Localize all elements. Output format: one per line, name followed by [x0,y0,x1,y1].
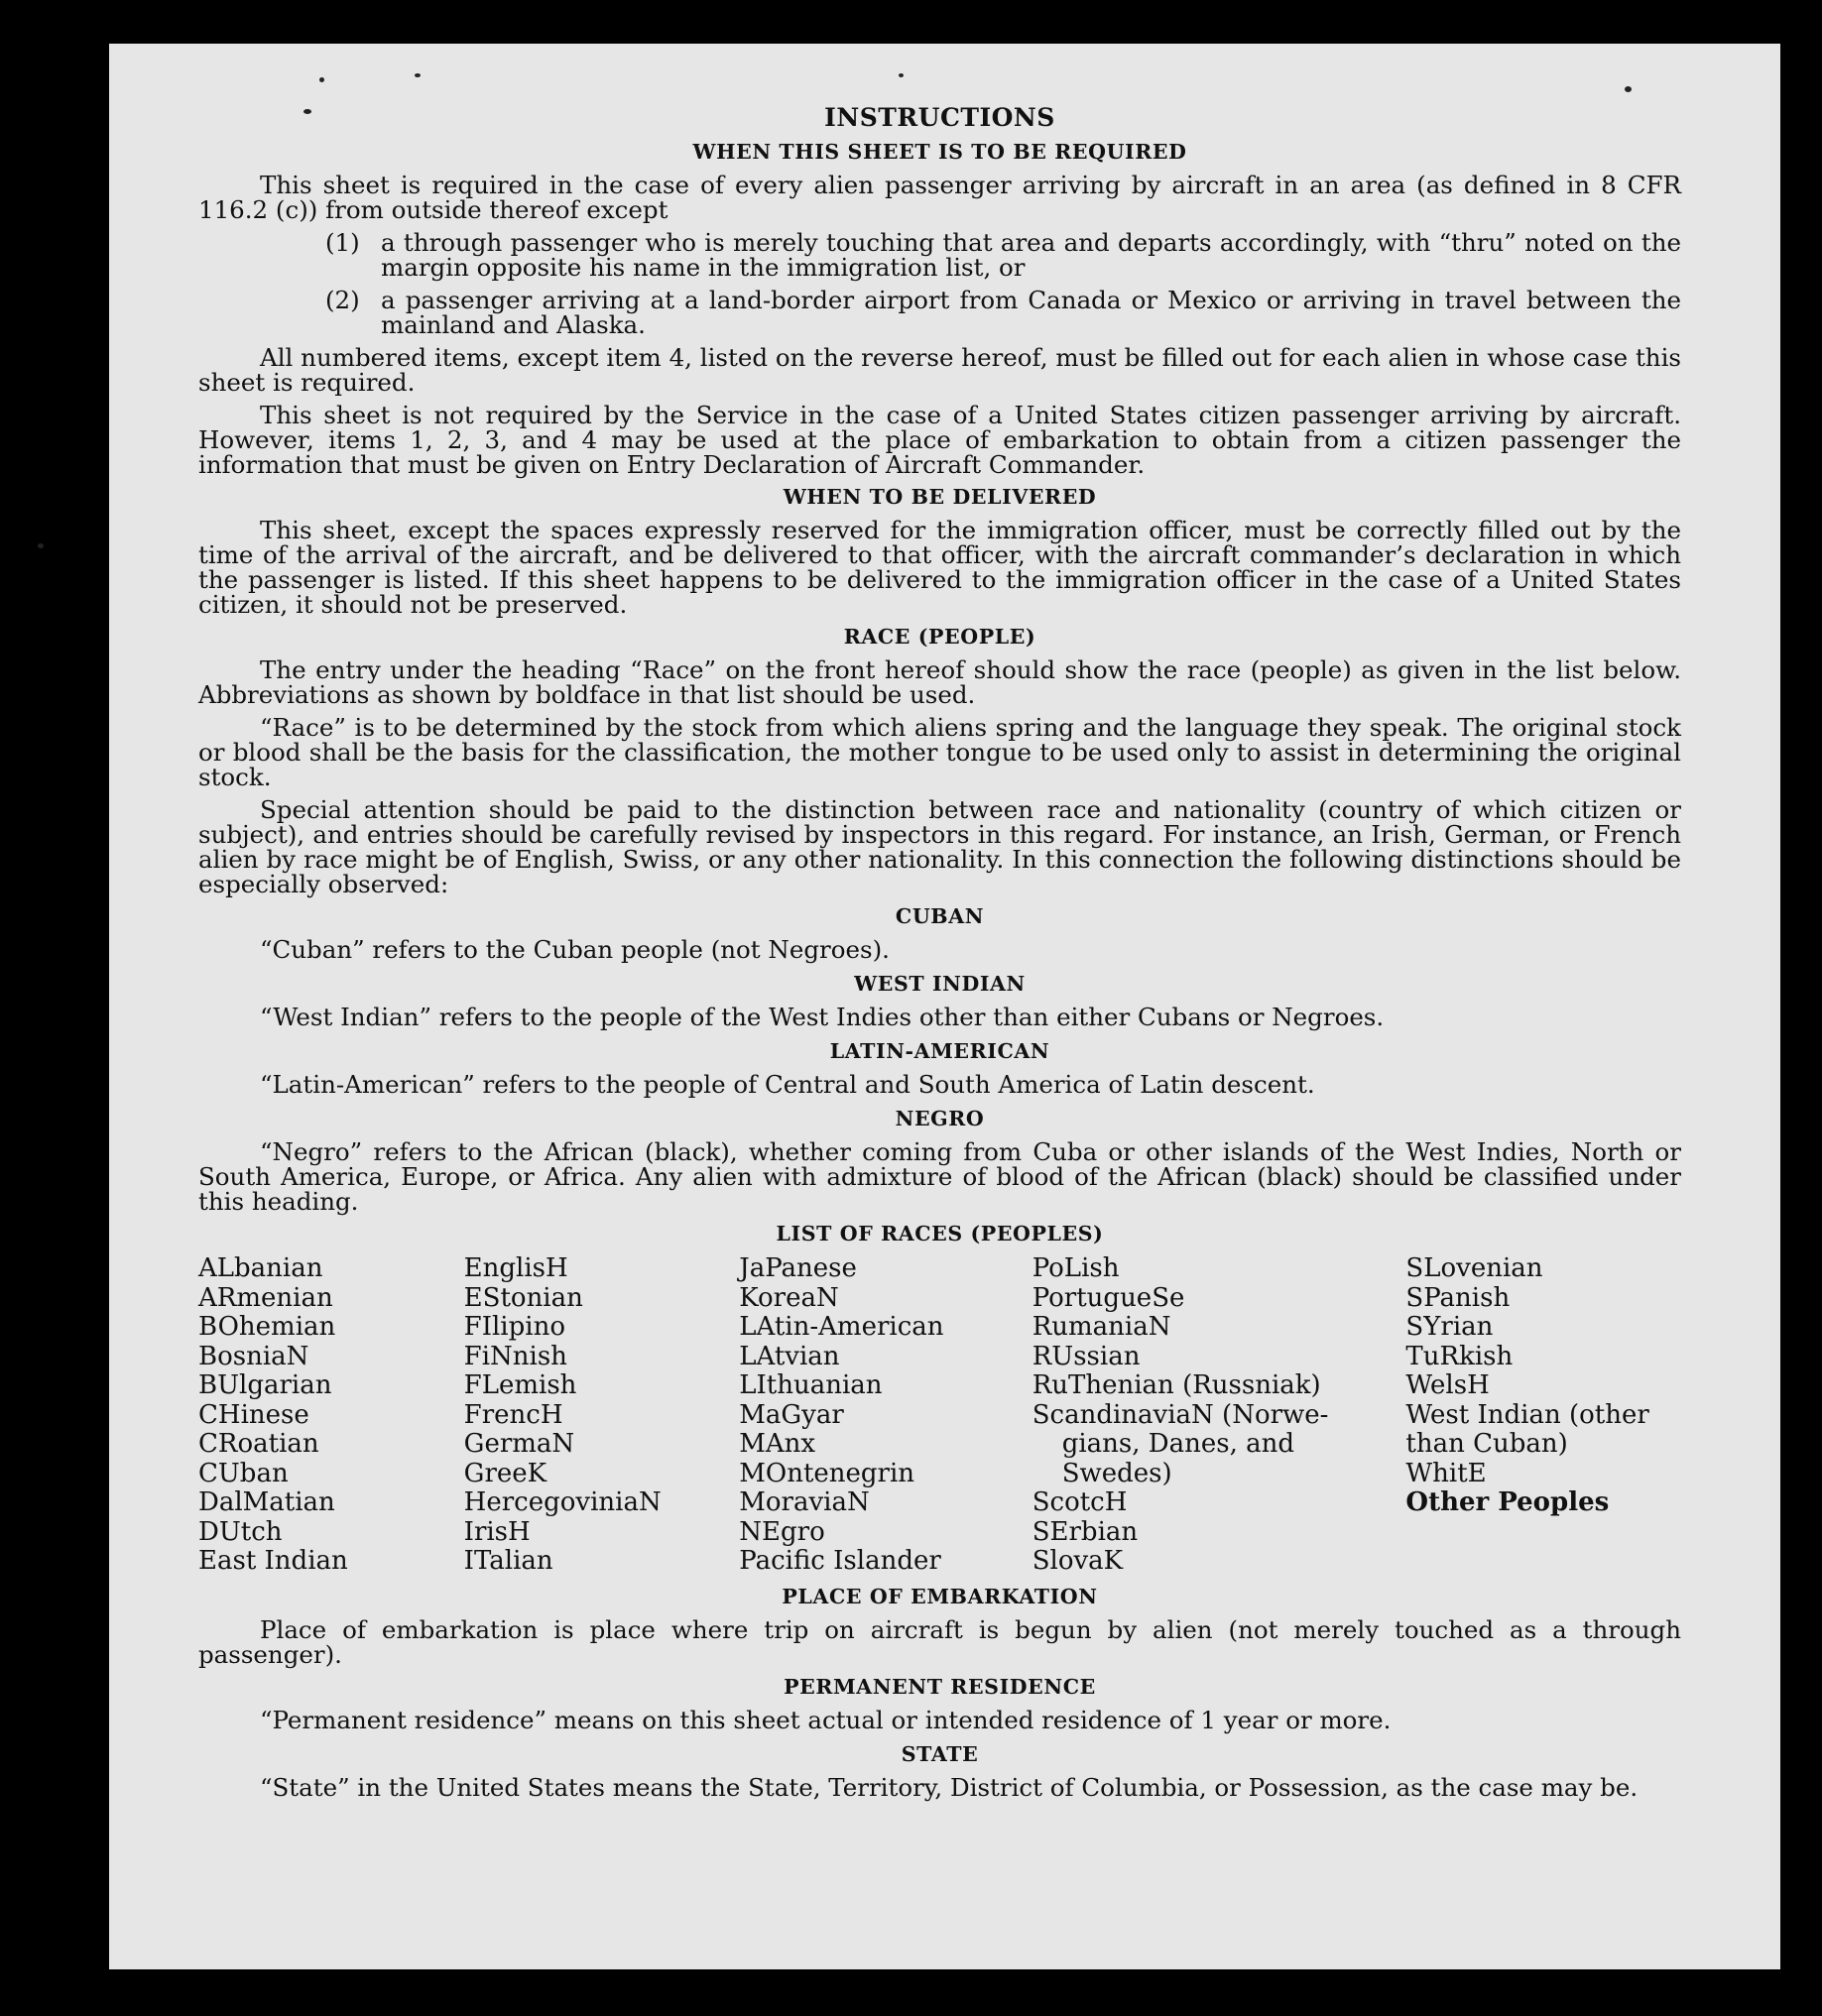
race-column [739,1254,1032,1577]
race-entry: MOntenegrin [739,1458,915,1488]
race-entry: BosniaN [198,1341,309,1371]
exception-item [198,230,1681,280]
heading-state: STATE [901,1741,979,1766]
race-entry: ALbanian [198,1253,323,1283]
race-entry: LAtin-American [739,1312,944,1342]
race-entry: JaPanese [739,1253,857,1283]
definition-text: “Cuban” refers to the Cuban people (not Negroes). [260,935,890,964]
item-text: a through passenger who is merely touching that area and departs accordingly, with “thru” noted on the margin opposite his name in the immigration list, or [381,228,1681,282]
race-entry: gians, Danes, and [1061,1429,1295,1459]
race-entry: WelsH [1405,1370,1490,1400]
race-entry: Pacific Islander [739,1546,941,1576]
race-column [198,1254,464,1577]
race-entry: HercegoviniaN [463,1487,662,1517]
heading-permanent-residence: PERMANENT RESIDENCE [784,1674,1096,1699]
race-entry: GreeK [463,1458,547,1488]
race-entry: ITalian [463,1546,553,1576]
paragraph: This sheet is required in the case of every alien passenger arriving by aircraft in an area (as defined in 8 CFR 116.2 (c)) from outside thereof except [198,171,1681,224]
item-number: (2) [325,286,360,314]
paragraph: Place of embarkation is place where trip on aircraft is begun by alien (not merely touched as a through passenger). [198,1614,1681,1669]
race-entry: ScandinaviaN (Norwe- [1032,1399,1329,1430]
paragraph: “Race” is to be determined by the stock from which aliens spring and the language they speak. The original stock or blood shall be the basis for the classification, the mother tongue to be used only to assist in determining the original stock. [198,713,1681,791]
race-entry: SPanish [1405,1282,1511,1313]
race-entry: WhitE [1405,1458,1487,1488]
heading-negro: NEGRO [895,1107,985,1130]
race-entry: DUtch [198,1516,283,1547]
race-entry: IrisH [463,1516,531,1547]
heading-race: RACE (PEOPLE) [843,625,1036,649]
heading-when-delivered: WHEN TO BE DELIVERED [783,485,1097,509]
scan-speck [1625,86,1632,92]
scan-speck [38,543,44,548]
race-entry: EnglisH [463,1253,568,1283]
race-entry: MaGyar [739,1399,844,1430]
race-entry: SErbian [1032,1516,1139,1547]
race-entry: CHinese [198,1399,309,1430]
race-entry: MAnx [739,1429,816,1459]
race-entry: FiNnish [463,1341,567,1371]
paragraph: The entry under the heading “Race” on the front hereof should show the race (people) as given in the list below. Abbreviations as shown by boldface in that list should be used. [198,655,1681,709]
race-entry: RumaniaN [1032,1312,1171,1342]
race-entry: LIthuanian [739,1370,883,1400]
race-entry: NEgro [739,1516,825,1547]
definition-text: “Permanent residence” means on this sheet actual or intended residence of 1 year or more. [260,1705,1392,1734]
race-entry: East Indian [198,1546,348,1576]
heading-when-required: WHEN THIS SHEET IS TO BE REQUIRED [692,140,1187,164]
race-entry: DalMatian [198,1487,335,1517]
race-column [1405,1254,1681,1577]
exception-item [198,288,1681,337]
race-entry: TuRkish [1405,1341,1514,1371]
paragraph: “State” in the United States means the State, Territory, District of Columbia, or Possession, as the case may be. [260,1772,1639,1802]
paragraph: “Negro” refers to the African (black), whether coming from Cuba or other islands of the West Indies, North or South America, Europe, or Africa. Any alien with admixture of blood of the African (black) should be classified under this heading. [198,1137,1681,1216]
race-entry: MoraviaN [739,1487,870,1517]
paragraph: All numbered items, except item 4, listed on the reverse hereof, must be filled out for each alien in whose case this sheet is required. [198,343,1681,397]
race-entry: ARmenian [198,1282,333,1313]
race-entry: SLovenian [1405,1253,1543,1283]
race-entry: West Indian (other [1405,1399,1649,1430]
paragraph: Special attention should be paid to the distinction between race and nationality (country of which citizen or subject), and entries should be carefully revised by inspectors in this regard. For instance, an Irish, German, or French alien by race might be of English, Swiss, or any other nationality. In this connection the following distinctions should be especially observed: [198,795,1681,898]
race-column [1032,1254,1406,1577]
race-entry: BOhemian [198,1312,336,1342]
race-entry: than Cuban) [1405,1429,1568,1459]
heading-west-indian: WEST INDIAN [854,972,1026,996]
definition-text: “Latin-American” refers to the people of Central and South America of Latin descent. [260,1070,1315,1099]
race-entry: BUlgarian [198,1370,332,1400]
race-entry: GermaN [463,1429,575,1459]
race-entry: CUban [198,1458,289,1488]
heading-embarkation: PLACE OF EMBARKATION [782,1584,1098,1608]
heading-latin-american: LATIN-AMERICAN [829,1039,1050,1063]
definition-text: “West Indian” refers to the people of the West Indies other than either Cubans or Negroes. [260,1003,1385,1031]
scan-speck [319,77,324,82]
race-entry: SlovaK [1032,1546,1124,1576]
race-entry: FIlipino [463,1312,565,1342]
heading-list-of-races: LIST OF RACES (PEOPLES) [776,1222,1104,1245]
race-entry: FLemish [463,1370,577,1400]
race-entry: PoLish [1032,1253,1120,1283]
race-entry: CRoatian [198,1429,319,1459]
scan-speck [304,109,311,114]
race-entry: KoreaN [739,1282,839,1313]
item-text: a passenger arriving at a land-border airport from Canada or Mexico or arriving in travel between the mainland and Alaska. [381,286,1681,339]
paragraph: This sheet, except the spaces expressly reserved for the immigration officer, must be correctly filled out by the time of the arrival of the aircraft, and be delivered to that officer, with the aircraft commander’s declaration in which the passenger is listed. If this sheet happens to be delivered to the immigration officer in the case of a United States citizen, it should not be preserved. [198,516,1681,619]
race-entry: ScotcH [1032,1487,1128,1517]
instruction-sheet [109,44,1780,1969]
race-column [464,1254,740,1577]
page-title: INSTRUCTIONS [824,103,1055,132]
race-entry: RUssian [1032,1341,1141,1371]
race-entry: RuThenian (Russniak) [1032,1370,1321,1400]
scan-speck [899,73,904,77]
item-number: (1) [325,228,360,257]
race-list [198,1254,1681,1577]
race-entry: Swedes) [1061,1458,1172,1488]
heading-cuban: CUBAN [895,904,985,928]
race-entry: EStonian [463,1282,583,1313]
race-entry: LAtvian [739,1341,840,1371]
paragraph: This sheet is not required by the Service in the case of a United States citizen passenger arriving by aircraft. However, items 1, 2, 3, and 4 may be used at the place of embarkation to obtain from a citizen passenger the information that must be given on Entry Declaration of Aircraft Commander. [198,401,1681,479]
race-entry: FrencH [463,1399,563,1430]
scan-speck [415,73,421,77]
race-entry: Other Peoples [1405,1487,1610,1517]
race-entry: PortugueSe [1032,1282,1185,1313]
race-entry: SYrian [1405,1312,1494,1342]
